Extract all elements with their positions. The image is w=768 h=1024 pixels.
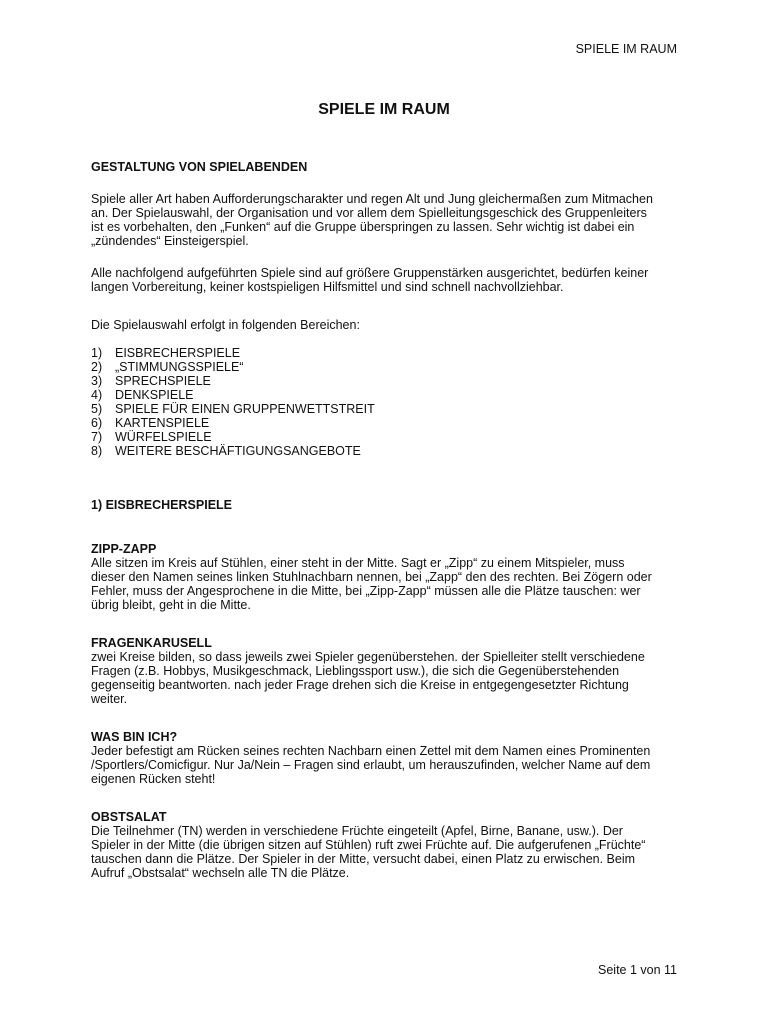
text-line: weiter.: [91, 692, 128, 706]
intro-para1-line: an. Der Spielauswahl, der Organisation und vor allem dem Spielleitungsgeschick des Gruppenleiters: [91, 206, 647, 220]
list-number: 5): [91, 402, 103, 416]
list-number: 6): [91, 416, 103, 430]
list-number: 1): [91, 346, 103, 360]
section-heading: 1) EISBRECHERSPIELE: [91, 498, 233, 512]
text-line: Aufruf „Obstsalat“ wechseln alle TN die Plätze.: [91, 866, 350, 880]
list-item: [91, 346, 681, 360]
game-description: [91, 744, 681, 786]
game-description: [91, 650, 681, 706]
intro-para1-line: Spiele aller Art haben Aufforderungscharakter und regen Alt und Jung gleichermaßen zum Mitmachen: [91, 192, 653, 206]
intro-paragraph-3: Die Spielauswahl erfolgt in folgenden Bereichen:: [91, 318, 360, 332]
text-line: Fragen (z.B. Hobbys, Musikgeschmack, Lieblingssport usw.), die sich die Gegenüberstehenden: [91, 664, 620, 678]
text-line: Spieler in der Mitte (die übrigen sitzen auf Stühlen) ruft zwei Früchte auf. Die aufgerufenen „Früchte“: [91, 838, 646, 852]
text-line: eigenen Rücken steht!: [91, 772, 216, 786]
list-label: DENKSPIELE: [115, 388, 194, 402]
page-number: Seite 1 von 11: [598, 963, 677, 977]
list-number: 3): [91, 374, 103, 388]
game-description: [91, 556, 681, 612]
text-line: gegenseitig beantworten. nach jeder Frage drehen sich die Kreise in entgegengesetzter Richtung: [91, 678, 629, 692]
game-entry: [91, 542, 681, 612]
list-number: 7): [91, 430, 103, 444]
game-entry: [91, 810, 681, 880]
game-title: OBSTSALAT: [91, 810, 167, 824]
game-entry: [91, 636, 681, 706]
text-line: Alle sitzen im Kreis auf Stühlen, einer steht in der Mitte. Sagt er „Zipp“ zu einem Mitspieler, muss: [91, 556, 625, 570]
intro-para2-line: langen Vorbereitung, keiner kostspieligen Hilfsmittel und sind schnell nachvollziehbar.: [91, 280, 564, 294]
game-description: [91, 824, 681, 880]
list-label: SPRECHSPIELE: [115, 374, 211, 388]
text-line: tauschen dann die Plätze. Der Spieler in der Mitte, versucht dabei, einen Platz zu erwischen. Beim: [91, 852, 636, 866]
list-item: [91, 360, 681, 374]
text-line: Fehler, muss der Angesprochene in die Mitte, bei „Zipp-Zapp“ müssen alle die Plätze tauschen: wer: [91, 584, 641, 598]
list-item: [91, 402, 681, 416]
intro-para1-line: ist es vorbehalten, den „Funken“ auf die Gruppe überspringen zu lassen. Sehr wichtig ist dabei ein: [91, 220, 635, 234]
category-list: [91, 346, 681, 458]
game-title: FRAGENKARUSELL: [91, 636, 212, 650]
list-label: SPIELE FÜR EINEN GRUPPENWETTSTREIT: [115, 402, 375, 416]
document-title: SPIELE IM RAUM: [318, 101, 450, 118]
game-title: ZIPP-ZAPP: [91, 542, 157, 556]
list-label: WÜRFELSPIELE: [115, 430, 212, 444]
list-item: [91, 430, 681, 444]
text-line: dieser den Namen seines linken Stuhlnachbarn nennen, bei „Zapp“ den des rechten. Bei Zögern oder: [91, 570, 652, 584]
intro-paragraph-1: [91, 192, 681, 248]
game-title: WAS BIN ICH?: [91, 730, 178, 744]
document-body: [91, 160, 681, 880]
running-header: SPIELE IM RAUM: [575, 42, 677, 56]
list-item: [91, 416, 681, 430]
list-number: 2): [91, 360, 103, 374]
game-entry: [91, 730, 681, 786]
list-label: KARTENSPIELE: [115, 416, 210, 430]
list-item: [91, 444, 681, 458]
text-line: zwei Kreise bilden, so dass jeweils zwei Spieler gegenüberstehen. der Spielleiter stellt verschiedene: [91, 650, 645, 664]
intro-para2-line: Alle nachfolgend aufgeführten Spiele sind auf größere Gruppenstärken ausgerichtet, bedürfen keiner: [91, 266, 649, 280]
list-item: [91, 374, 681, 388]
intro-heading: GESTALTUNG VON SPIELABENDEN: [91, 160, 308, 174]
text-line: Jeder befestigt am Rücken seines rechten Nachbarn einen Zettel mit dem Namen eines Prominenten: [91, 744, 651, 758]
list-number: 4): [91, 388, 103, 402]
intro-para1-line: „zündendes“ Einsteigerspiel.: [91, 234, 249, 248]
list-number: 8): [91, 444, 103, 458]
list-label: WEITERE BESCHÄFTIGUNGSANGEBOTE: [115, 444, 361, 458]
list-label: „STIMMUNGSSPIELE“: [115, 360, 244, 374]
text-line: übrig bleibt, geht in die Mitte.: [91, 598, 251, 612]
intro-paragraph-2: [91, 266, 681, 294]
list-label: EISBRECHERSPIELE: [115, 346, 241, 360]
list-item: [91, 388, 681, 402]
text-line: /Sportlers/Comicfigur. Nur Ja/Nein – Fragen sind erlaubt, um herauszufinden, welcher Name auf dem: [91, 758, 651, 772]
text-line: Die Teilnehmer (TN) werden in verschiedene Früchte eingeteilt (Apfel, Birne, Banane, usw.). Der: [91, 824, 623, 838]
